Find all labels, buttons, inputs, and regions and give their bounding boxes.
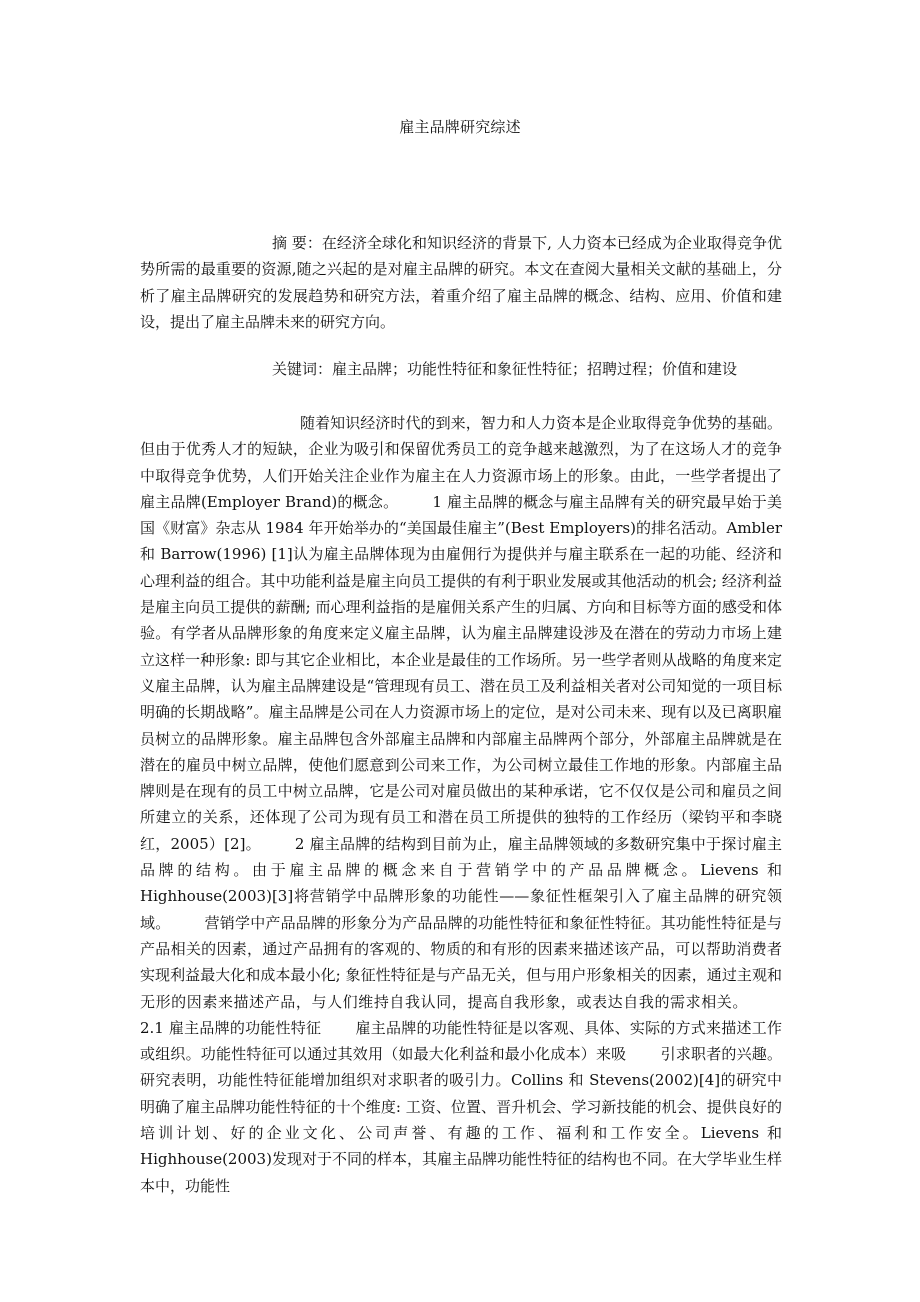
section-2-1-heading: 2.1 雇主品牌的功能性特征 bbox=[140, 1018, 322, 1037]
body-paragraph bbox=[140, 410, 782, 1199]
document-title: 雇主品牌研究综述 bbox=[399, 118, 521, 136]
keywords-line: 关键词：雇主品牌；功能性特征和象征性特征；招聘过程；价值和建设 bbox=[272, 360, 738, 378]
section-2-1-continued-text: 引求职者的兴趣。研究表明，功能性特征能增加组织对求职者的吸引力。Collins 和 Stevens(2002)[4]的研究中明确了雇主品牌功能性特征的十个维度: 工资、位置、晋升机会、学习新技能的机会、提供良好的培训计划、好的企业文化、公司声誉、有趣的工作、福利和工作安全。Lievens 和 Highhouse(2003)发现对于不同的样本，其雇主品牌功能性特征的结构也不同。在大学毕业生样本中，功能性 bbox=[140, 1045, 782, 1195]
section-1-text: 1 雇主品牌的概念与雇主品牌有关的研究最早始于美国《财富》杂志从 1984 年开始举办的“美国最佳雇主”(Best Employers)的排名活动。Ambler 和 Barrow(1996) [1]认为雇主品牌体现为由雇佣行为提供并与雇主联系在一起的功能、经济和心理利益的组合。其中功能利益是雇主向员工提供的有利于职业发展或其他活动的机会; 经济利益是雇主向员工提供的薪酬; 而心理利益指的是雇佣关系产生的归属、方向和目标等方面的感受和体验。有学者从品牌形象的角度来定义雇主品牌，认为雇主品牌建设涉及在潜在的劳动力市场上建立这样一种形象: 即与其它企业相比，本企业是最佳的工作场所。另一些学者则从战略的角度来定义雇主品牌，认为雇主品牌建设是“管理现有员工、潜在员工及利益相关者对公司知觉的一项目标明确的长期战略”。雇主品牌是公司在人力资源市场上的定位，是对公司未来、现有以及已离职雇员树立的品牌形象。雇主品牌包含外部雇主品牌和内部雇主品牌两个部分，外部雇主品牌就是在潜在的雇员中树立品牌，使他们愿意到公司来工作，为公司树立最佳工作地的形象。内部雇主品牌则是在现有的员工中树立品牌，它是公司对雇员做出的某种承诺，它不仅仅是公司和雇员之间所建立的关系，还体现了公司为现有员工和潜在员工所提供的独特的工作经历（梁钧平和李晓红，2005）[2]。 bbox=[140, 492, 782, 853]
abstract-paragraph: 摘 要：在经济全球化和知识经济的背景下, 人力资本已经成为企业取得竞争优势所需的最重要的资源,随之兴起的是对雇主品牌的研究。本文在查阅大量相关文献的基础上，分析了雇主品牌研究的发展趋势和研究方法，着重介绍了雇主品牌的概念、结构、应用、价值和建设，提出了雇主品牌未来的研究方向。 bbox=[140, 234, 782, 331]
section-2-continued-text: 营销学中产品品牌的形象分为产品品牌的功能性特征和象征性特征。其功能性特征是与产品相关的因素，通过产品拥有的客观的、物质的和有形的因素来描述该产品，可以帮助消费者实现利益最大化和成本最小化; 象征性特征是与产品无关，但与用户形象相关的因素，通过主观和无形的因素来描述产品，与人们维持自我认同，提高自我形象，或表达自我的需求相关。 bbox=[140, 913, 782, 1011]
section-2-1-text: 雇主品牌的功能性特征是以客观、具体、实际的方式来描述工作或组织。功能性特征可以通过其效用（如最大化利益和最小化成本）来吸 bbox=[140, 1018, 782, 1064]
section-2-text: 2 雇主品牌的结构到目前为止，雇主品牌领域的多数研究集中于探讨雇主品牌的结构。由于雇主品牌的概念来自于营销学中的产品品牌概念。Lievens 和 Highhouse(2003)[3]将营销学中品牌形象的功能性——象征性框架引入了雇主品牌的研究领域。 bbox=[140, 834, 782, 932]
intro-text: 随着知识经济时代的到来，智力和人力资本是企业取得竞争优势的基础。但由于优秀人才的短缺，企业为吸引和保留优秀员工的竞争越来越激烈，为了在这场人才的竞争中取得竞争优势，人们开始关注企业作为雇主在人力资源市场上的形象。由此，一些学者提出了雇主品牌(Employer Brand)的概念。 bbox=[140, 414, 782, 511]
